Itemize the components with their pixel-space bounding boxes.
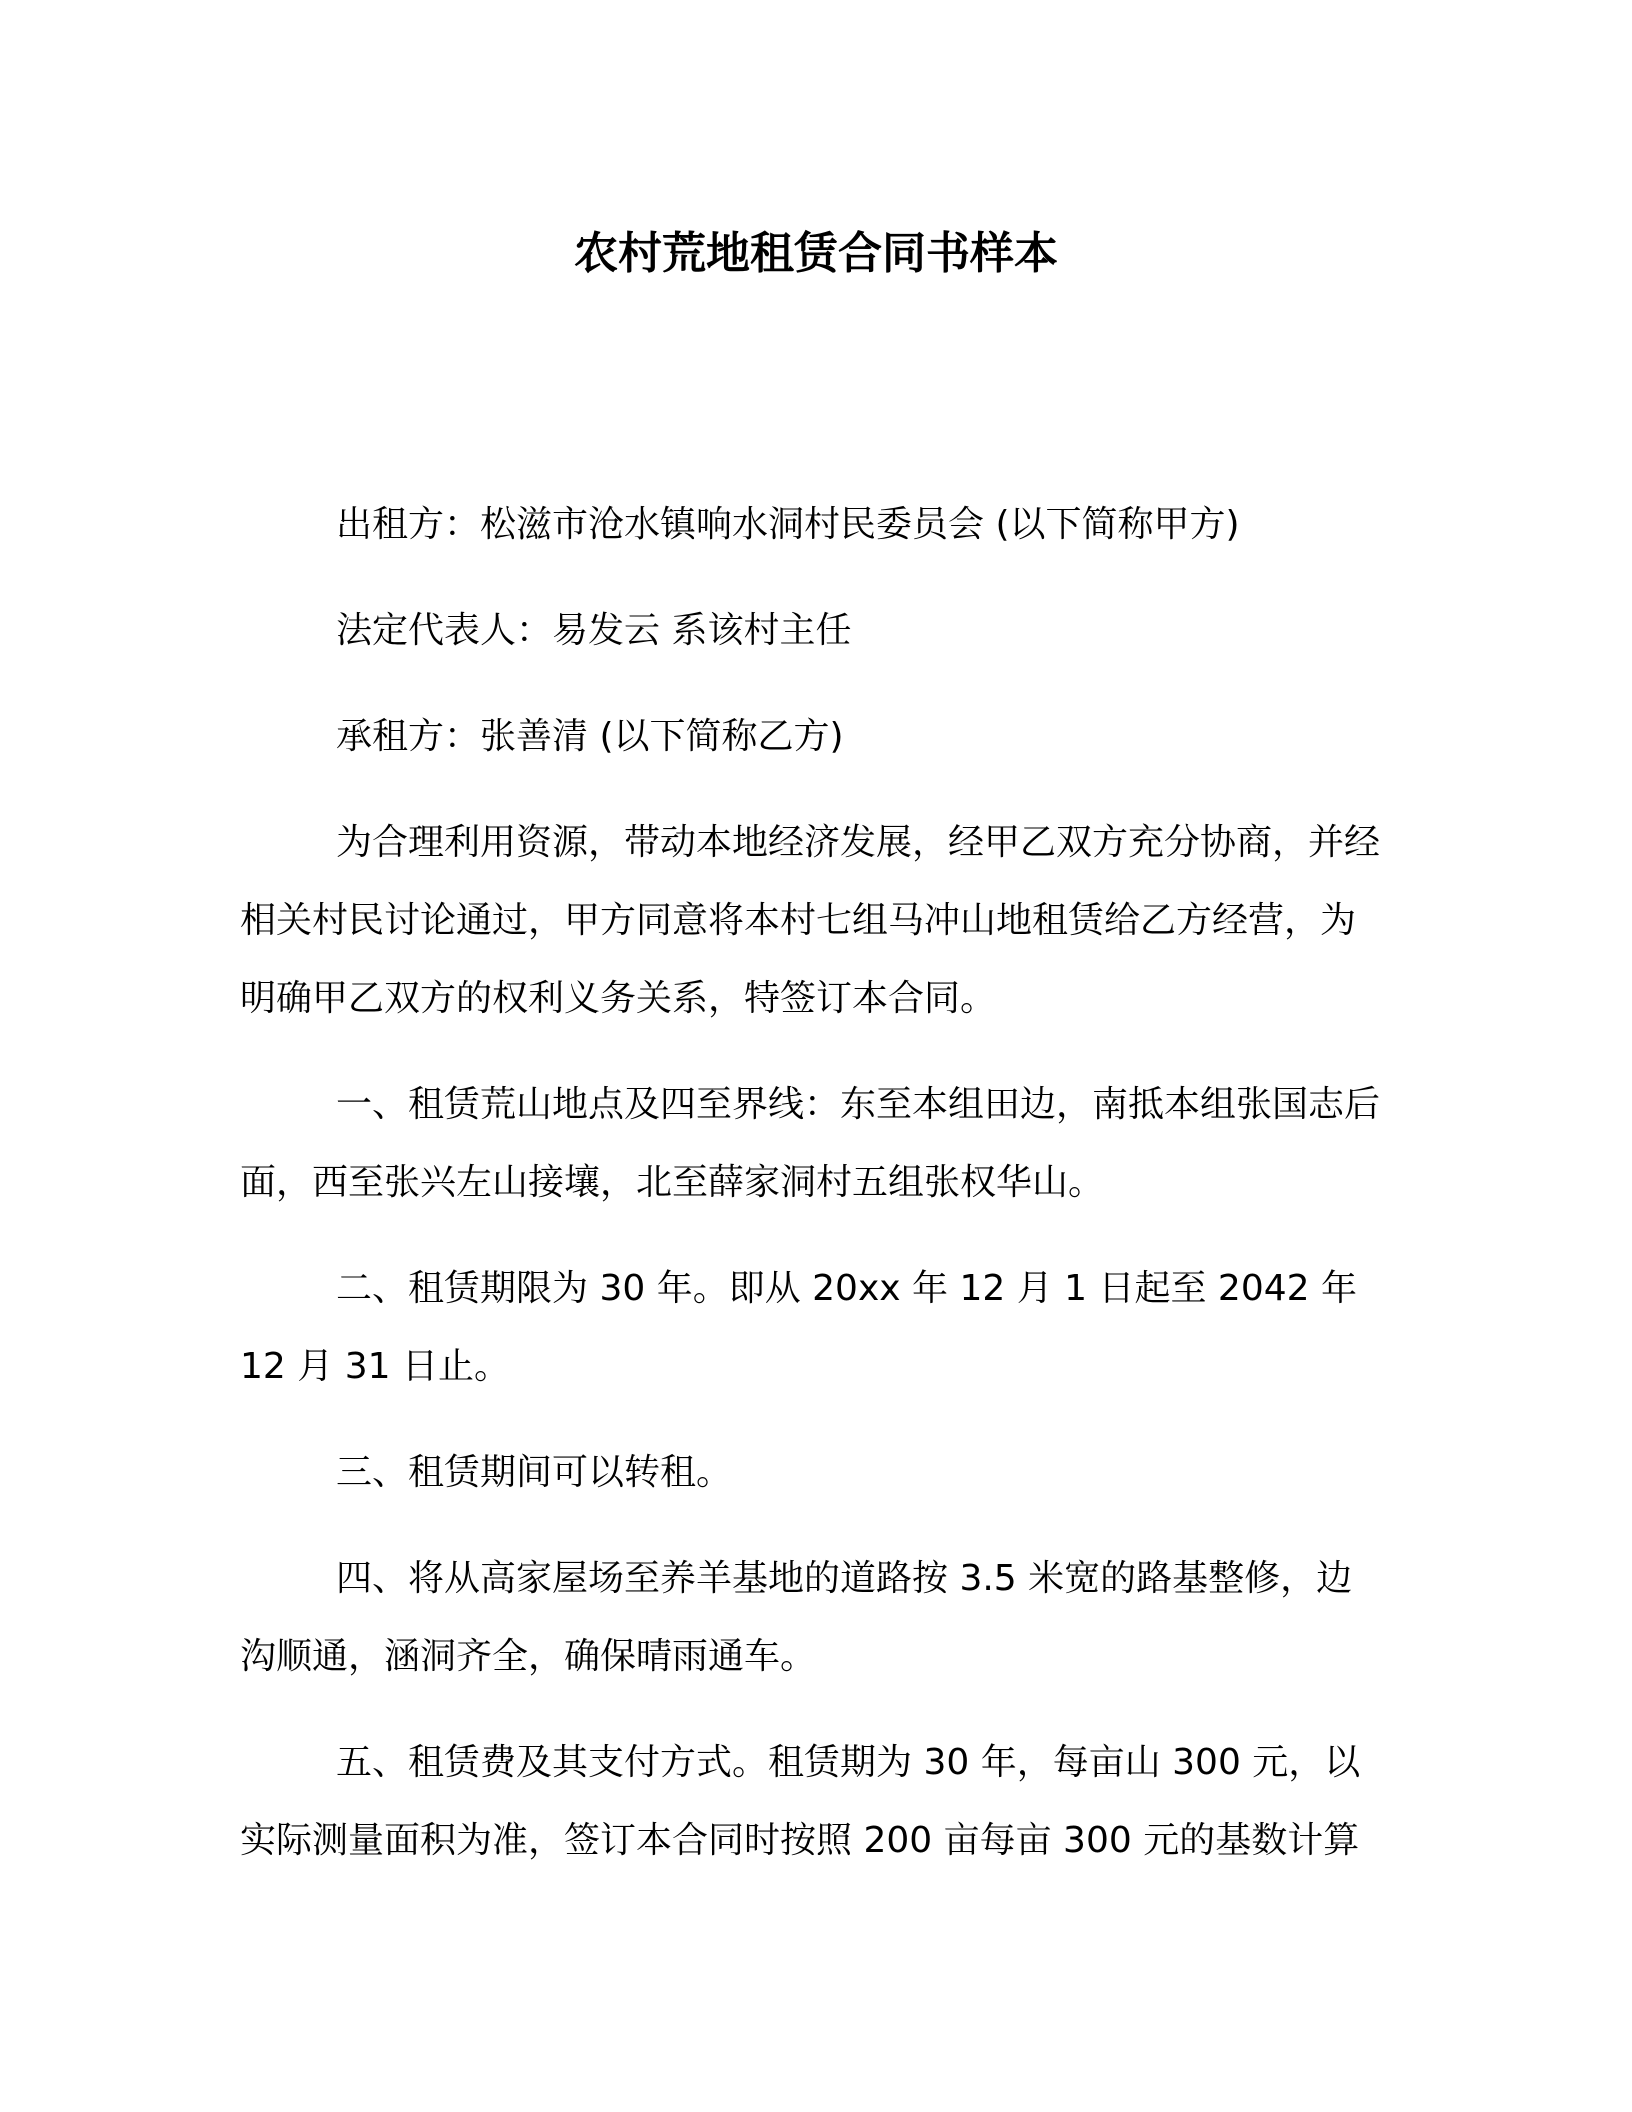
clause-3-paragraph: 三、租赁期间可以转租。 [336,1452,733,1493]
clause-5-paragraph: 五、租赁费及其支付方式。租赁期为 30 年，每亩山 300 元，以实际测量面积为准，签订本合同时按照 200 亩每亩 300 元的基数计算 [240,1742,1361,1861]
clause-4-paragraph: 四、将从高家屋场至养羊基地的道路按 3.5 米宽的路基整修，边沟顺通，涵洞齐全，确保晴雨通车。 [240,1558,1353,1677]
preamble-paragraph: 为合理利用资源，带动本地经济发展，经甲乙双方充分协商，并经相关村民讨论通过，甲方同意将本村七组马冲山地租赁给乙方经营，为明确甲乙双方的权利义务关系，特签订本合同。 [240,822,1381,1019]
document-title: 农村荒地租赁合同书样本 [574,228,1058,279]
document-body [240,486,1380,1908]
lessee-line: 承租方：张善清 (以下简称乙方) [336,716,844,757]
clause-2-paragraph: 二、租赁期限为 30 年。即从 20xx 年 12 月 1 日起至 2042 年 12 月 31 日止。 [240,1268,1357,1387]
legal-representative-line: 法定代表人：易发云 系该村主任 [336,610,852,651]
lessor-line: 出租方：松滋市沧水镇响水洞村民委员会 (以下简称甲方) [336,504,1240,545]
clause-1-paragraph: 一、租赁荒山地点及四至界线：东至本组田边，南抵本组张国志后面，西至张兴左山接壤，北至薛家洞村五组张权华山。 [240,1084,1381,1203]
